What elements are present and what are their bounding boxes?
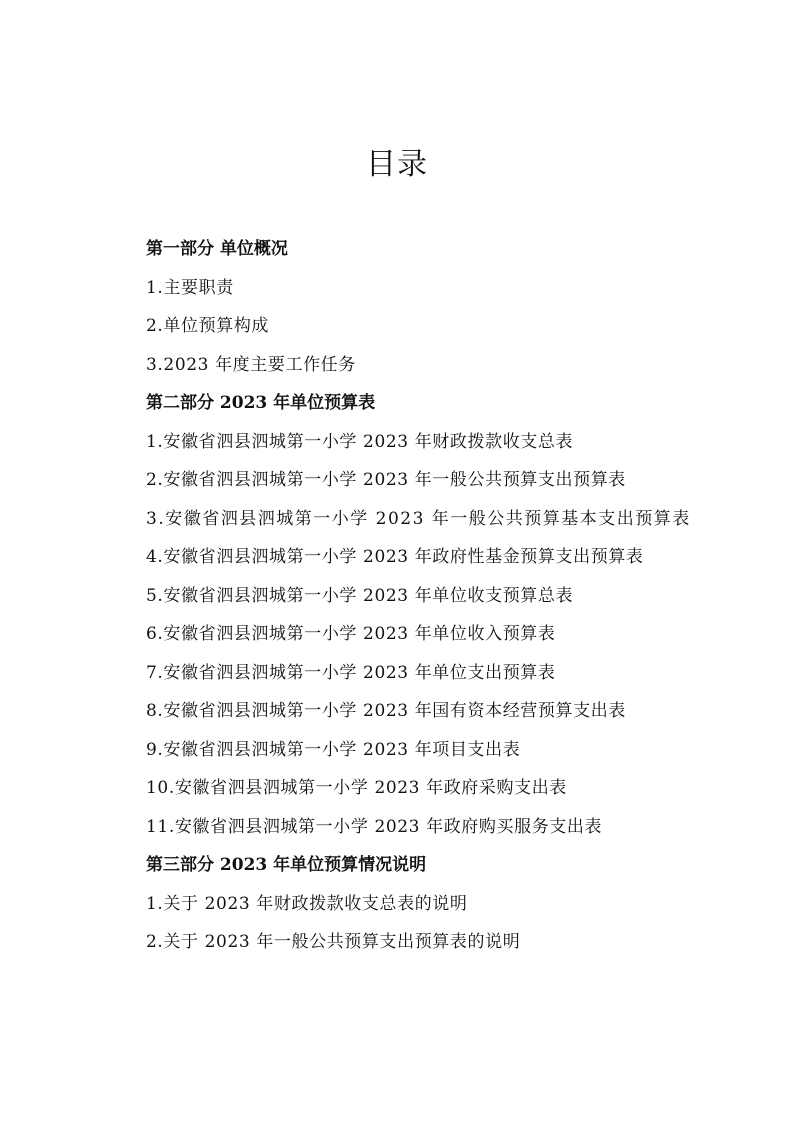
toc-item: 2.安徽省泗县泗城第一小学 2023 年一般公共预算支出预算表 <box>146 470 626 490</box>
toc-item: 3.安徽省泗县泗城第一小学 2023 年一般公共预算基本支出预算表 <box>146 508 691 529</box>
toc-item: 9.安徽省泗县泗城第一小学 2023 年项目支出表 <box>146 739 521 760</box>
section-heading: 第一部分 单位概况 <box>146 239 288 259</box>
toc-item: 7.安徽省泗县泗城第一小学 2023 年单位支出预算表 <box>146 662 556 683</box>
toc-item: 5.安徽省泗县泗城第一小学 2023 年单位收支预算总表 <box>146 585 574 606</box>
toc-item: 10.安徽省泗县泗城第一小学 2023 年政府采购支出表 <box>146 778 567 798</box>
toc-item: 2.单位预算构成 <box>146 316 270 336</box>
toc-item: 2.关于 2023 年一般公共预算支出预算表的说明 <box>146 932 521 952</box>
toc-item: 1.主要职责 <box>146 277 234 298</box>
toc-item: 1.关于 2023 年财政拨款收支总表的说明 <box>146 893 468 914</box>
table-of-contents <box>108 230 698 962</box>
toc-item: 3.2023 年度主要工作任务 <box>146 354 356 375</box>
section-heading: 第三部分 2023 年单位预算情况说明 <box>146 855 427 875</box>
section-heading: 第二部分 2023 年单位预算表 <box>146 393 376 413</box>
toc-item: 11.安徽省泗县泗城第一小学 2023 年政府购买服务支出表 <box>146 816 603 837</box>
toc-item: 6.安徽省泗县泗城第一小学 2023 年单位收入预算表 <box>146 624 556 644</box>
toc-item: 8.安徽省泗县泗城第一小学 2023 年国有资本经营预算支出表 <box>146 701 626 721</box>
page-title: 目录 <box>366 147 428 182</box>
toc-item: 4.安徽省泗县泗城第一小学 2023 年政府性基金预算支出预算表 <box>146 547 644 567</box>
toc-item: 1.安徽省泗县泗城第一小学 2023 年财政拨款收支总表 <box>146 431 574 452</box>
